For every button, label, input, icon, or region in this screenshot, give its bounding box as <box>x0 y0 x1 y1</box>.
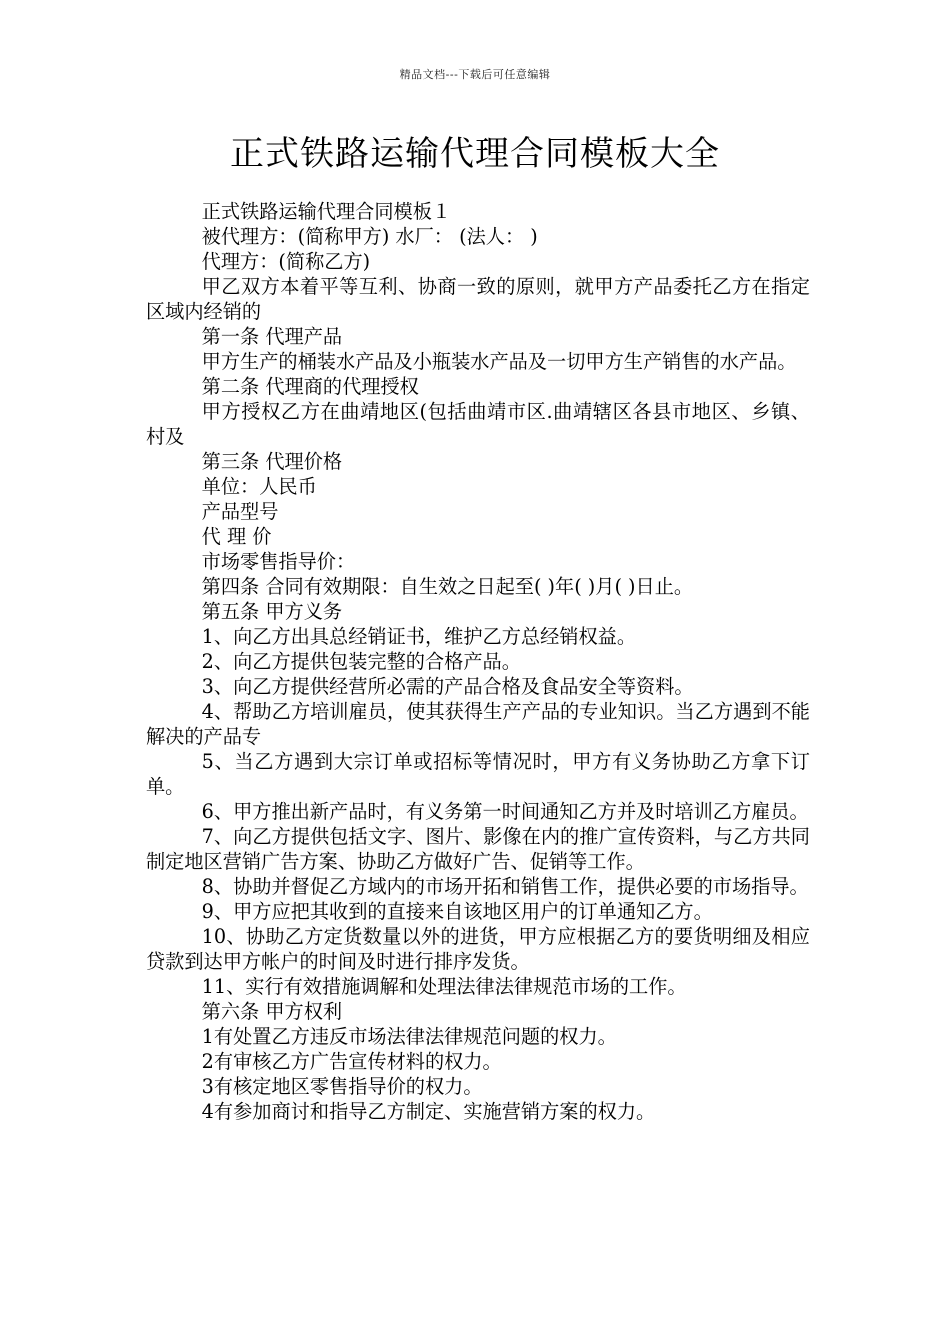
paragraph: 单位：人民币 <box>201 475 317 498</box>
paragraph: 3、向乙方提供经营所必需的产品合格及食品安全等资料。 <box>201 675 694 698</box>
paragraph: 6、甲方推出新产品时，有义务第一时间通知乙方并及时培训乙方雇员。 <box>201 800 809 823</box>
paragraph: 市场零售指导价： <box>201 550 356 573</box>
document-body <box>146 199 810 1124</box>
paragraph: 7、向乙方提供包括文字、图片、影像在内的推广宣传资料，与乙方共同制定地区营销广告方案、协助乙方做好广告、促销等工作。 <box>146 825 810 873</box>
paragraph: 甲方授权乙方在曲靖地区(包括曲靖市区.曲靖辖区各县市地区、乡镇、村及 <box>146 400 810 448</box>
paragraph: 9、甲方应把其收到的直接来自该地区用户的订单通知乙方。 <box>201 900 713 923</box>
paragraph: 代理方：(简称乙方) <box>201 250 371 273</box>
paragraph: 5、当乙方遇到大宗订单或招标等情况时，甲方有义务协助乙方拿下订单。 <box>146 750 810 798</box>
paragraph: 2有审核乙方广告宣传材料的权力。 <box>201 1050 502 1073</box>
paragraph: 3有核定地区零售指导价的权力。 <box>201 1075 483 1098</box>
paragraph: 第四条 合同有效期限：自生效之日起至( )年( )月( )日止。 <box>201 575 694 598</box>
paragraph: 第一条 代理产品 <box>201 325 343 348</box>
paragraph: 1、向乙方出具总经销证书，维护乙方总经销权益。 <box>201 625 637 648</box>
paragraph: 1有处置乙方违反市场法律法律规范问题的权力。 <box>201 1025 617 1048</box>
paragraph: 第六条 甲方权利 <box>201 1000 343 1023</box>
paragraph: 2、向乙方提供包装完整的合格产品。 <box>201 650 521 673</box>
paragraph: 10、协助乙方定货数量以外的进货，甲方应根据乙方的要货明细及相应贷款到达甲方帐户的时间及时进行排序发货。 <box>146 925 810 973</box>
paragraph: 第五条 甲方义务 <box>201 600 343 623</box>
paragraph: 4有参加商讨和指导乙方制定、实施营销方案的权力。 <box>201 1100 656 1123</box>
paragraph: 甲乙双方本着平等互利、协商一致的原则，就甲方产品委托乙方在指定区域内经销的 <box>146 275 810 323</box>
document-title: 正式铁路运输代理合同模板大全 <box>230 134 720 174</box>
paragraph: 代 理 价 <box>201 525 272 548</box>
paragraph: 第三条 代理价格 <box>201 450 343 473</box>
paragraph: 产品型号 <box>201 500 279 523</box>
paragraph: 第二条 代理商的代理授权 <box>201 375 419 398</box>
paragraph: 11、实行有效措施调解和处理法律法律规范市场的工作。 <box>201 975 687 998</box>
header-note: 精品文档---下载后可任意编辑 <box>399 68 551 81</box>
paragraph: 8、协助并督促乙方域内的市场开拓和销售工作，提供必要的市场指导。 <box>201 875 809 898</box>
paragraph: 甲方生产的桶装水产品及小瓶装水产品及一切甲方生产销售的水产品。 <box>201 350 797 373</box>
paragraph: 4、帮助乙方培训雇员，使其获得生产产品的专业知识。当乙方遇到不能解决的产品专 <box>146 700 810 748</box>
paragraph: 被代理方：(简称甲方) 水厂： (法人： ) <box>201 225 538 248</box>
paragraph: 正式铁路运输代理合同模板１ <box>201 200 452 223</box>
